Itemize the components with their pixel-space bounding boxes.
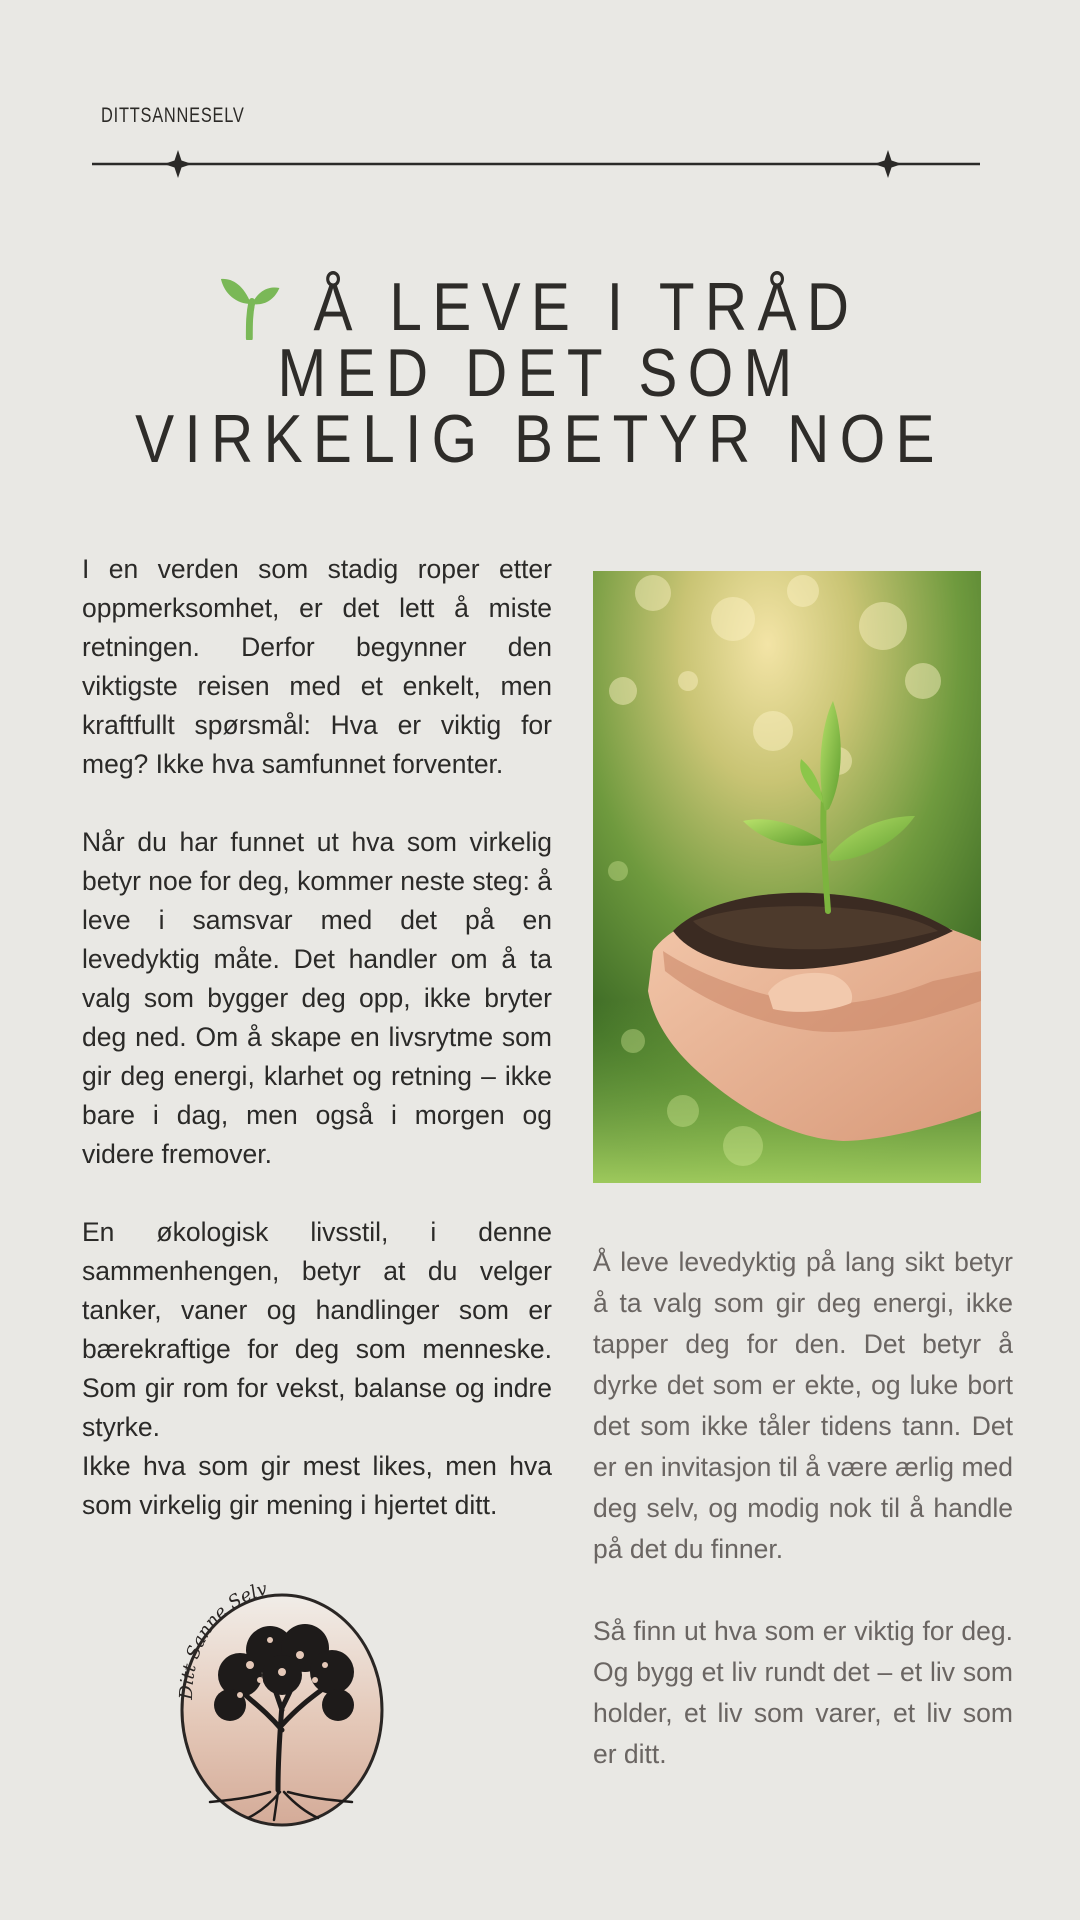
paragraph: I en verden som stadig roper etter oppmerksomhet, er det lett å miste retningen. Derfor begynner den viktigste reisen med et enkelt, men kraftfullt spørsmål: Hva er viktig for meg? Ikke hva samfunnet forventer. [82, 554, 552, 779]
ditt-sanne-selv-logo [170, 1580, 390, 1830]
title-text-1: Å LEVE I TRÅD [313, 269, 860, 345]
four-point-star-icon [164, 150, 192, 178]
paragraph: Når du har funnet ut hva som virkelig betyr noe for deg, kommer neste steg: å leve i samsvar med det på en levedyktig måte. Det handler om å ta valg som bygger deg opp, ikke bryter deg ned. Om å skape en livsrytme som gir deg energi, klarhet og retning – ikke bare i dag, men også i morgen og videre fremover. [82, 827, 552, 1169]
paragraph: Å leve levedyktig på lang sikt betyr å ta valg som gir deg energi, ikke tapper deg for den. Det betyr å dyrke det som er ekte, og luke bort det som ikke tåler tidens tann. Det er en invitasjon til å være ærlig med deg selv, og modig nok til å handle på det du finner. [593, 1247, 1013, 1564]
paragraph: Så finn ut hva som er viktig for deg. Og bygg et liv rundt det – et liv som holder, et liv som varer, et liv som er ditt. [593, 1616, 1013, 1769]
page-title [60, 269, 1020, 477]
left-column [82, 550, 552, 1525]
title-line-2: MED DET SOM [277, 335, 803, 411]
paragraph: En økologisk livsstil, i denne sammenhengen, betyr at du velger tanker, vaner og handlinger som er bærekraftige for deg som menneske. Som gir rom for vekst, balanse og indre styrke. [82, 1217, 552, 1442]
seedling-icon [221, 272, 281, 340]
seedling-in-hands-photo [593, 571, 981, 1183]
header-divider [92, 146, 982, 182]
title-line-3: VIRKELIG BETYR NOE [135, 401, 945, 477]
right-column [593, 1242, 1013, 1775]
brand-name: DITTSANNESELV [101, 104, 245, 127]
title-line-1 [127, 269, 953, 345]
four-point-star-icon [874, 150, 902, 178]
paragraph: Ikke hva som gir mest likes, men hva som virkelig gir mening i hjertet ditt. [82, 1451, 552, 1520]
logo-text: Ditt Sanne Selv [175, 1580, 270, 1701]
